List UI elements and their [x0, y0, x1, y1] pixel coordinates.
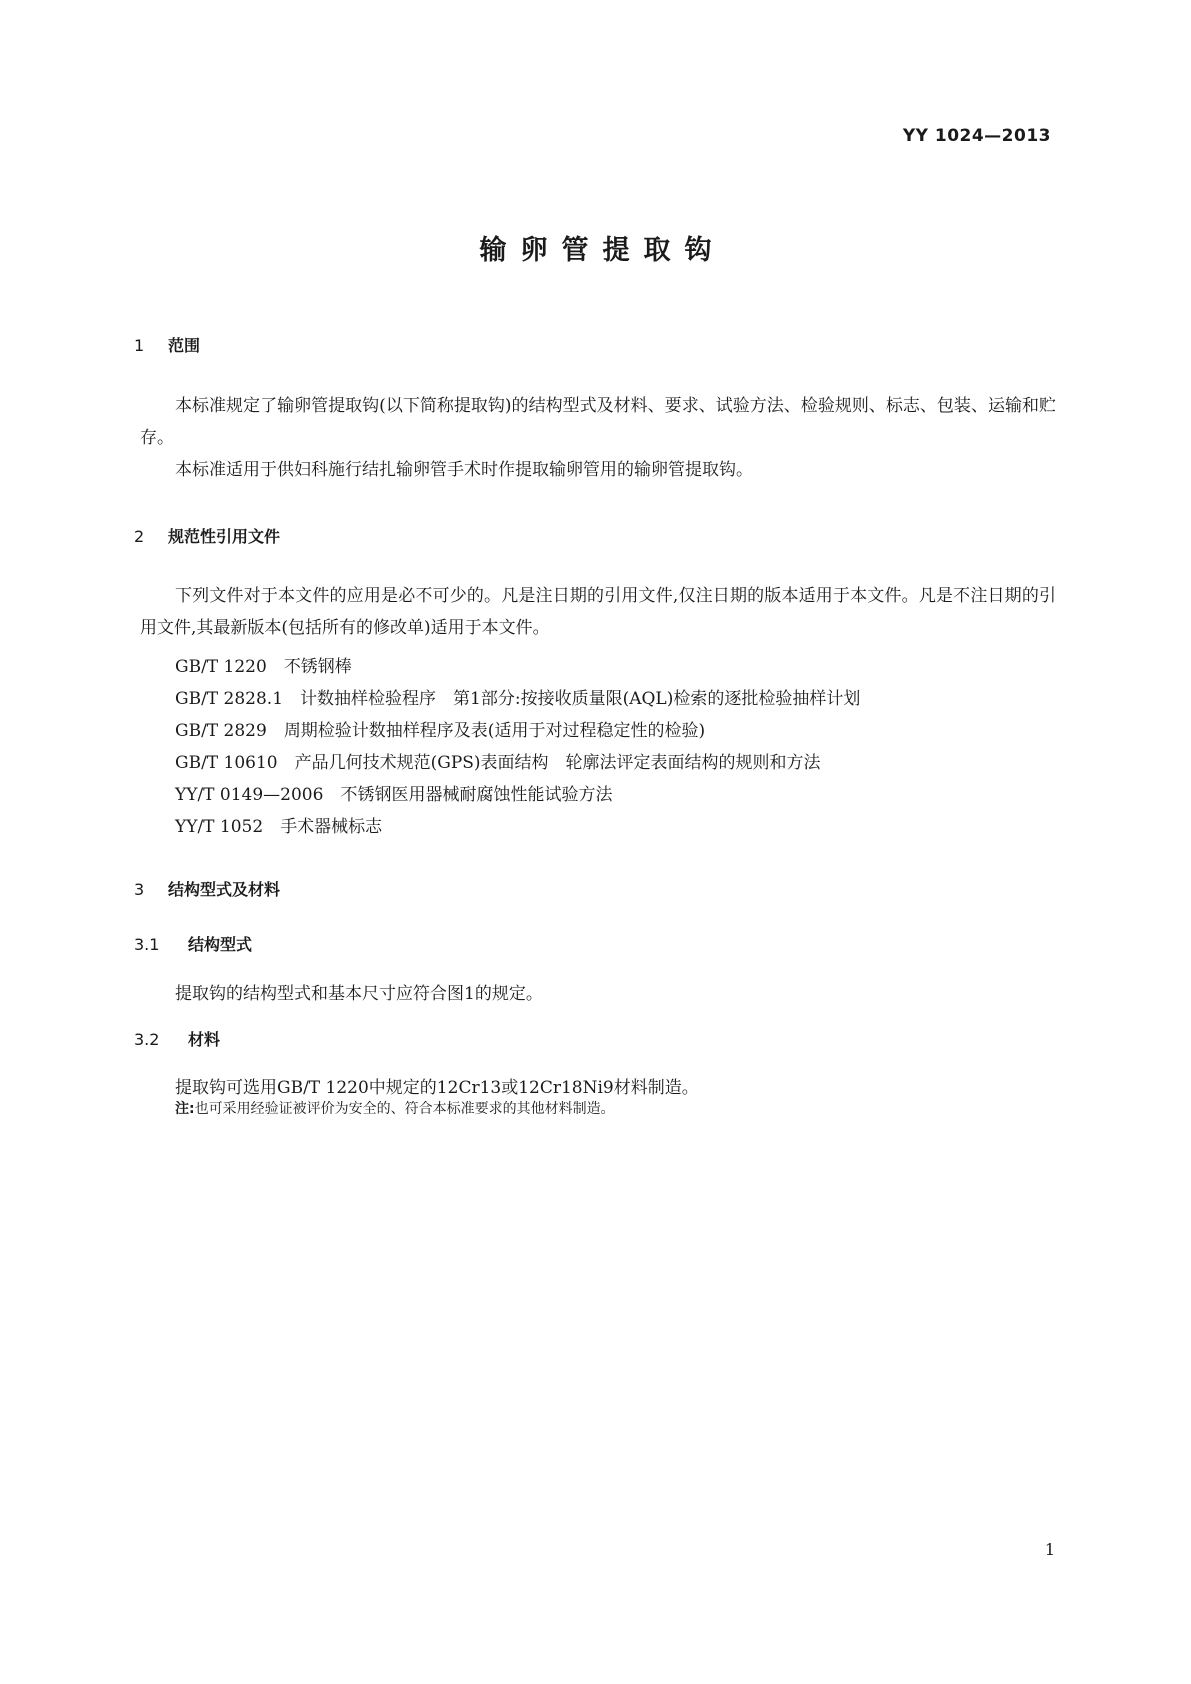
- reference-title: 计数抽样检验程序 第1部分:按接收质量限(AQL)检索的逐批检验抽样计划: [300, 689, 861, 709]
- section-number: 3: [134, 880, 145, 899]
- section-3-1-heading: [134, 932, 252, 955]
- section-number: 3.2: [134, 1030, 160, 1049]
- note: [175, 1098, 615, 1118]
- reference-item: [175, 748, 821, 773]
- section-2-paragraph-1: 下列文件对于本文件的应用是必不可少的。凡是注日期的引用文件,仅注日期的版本适用于本文件。凡是不注日期的引用文件,其最新版本(包括所有的修改单)适用于本文件。: [140, 586, 1056, 638]
- section-number: 2: [134, 527, 145, 546]
- reference-code: GB/T 10610: [175, 753, 278, 773]
- reference-code: GB/T 2829: [175, 721, 267, 741]
- note-label: 注:: [175, 1101, 195, 1117]
- section-title: 结构型式及材料: [168, 880, 281, 899]
- page-number: 1: [1044, 1540, 1055, 1559]
- section-3-heading: [134, 877, 280, 900]
- reference-item: [175, 684, 860, 709]
- reference-item: [175, 652, 352, 677]
- reference-title: 手术器械标志: [280, 817, 383, 837]
- document-title: 输卵管提取钩: [479, 235, 726, 266]
- section-1-paragraph-2: 本标准适用于供妇科施行结扎输卵管手术时作提取输卵管用的输卵管提取钩。: [175, 460, 753, 480]
- reference-code: GB/T 1220: [175, 657, 267, 677]
- section-3-2-heading: [134, 1027, 220, 1050]
- reference-title: 不锈钢医用器械耐腐蚀性能试验方法: [340, 785, 613, 805]
- section-title: 范围: [168, 336, 201, 355]
- reference-title: 产品几何技术规范(GPS)表面结构 轮廓法评定表面结构的规则和方法: [294, 753, 821, 773]
- section-title: 规范性引用文件: [168, 527, 281, 546]
- section-title: 材料: [188, 1030, 221, 1049]
- section-3-1-paragraph: 提取钩的结构型式和基本尺寸应符合图1的规定。: [175, 984, 543, 1004]
- section-number: 3.1: [134, 935, 160, 954]
- reference-code: GB/T 2828.1: [175, 689, 284, 709]
- reference-code: YY/T 1052: [175, 817, 264, 837]
- reference-title: 周期检验计数抽样程序及表(适用于对过程稳定性的检验): [283, 721, 706, 741]
- note-text: 也可采用经验证被评价为安全的、符合本标准要求的其他材料制造。: [194, 1101, 615, 1117]
- section-title: 结构型式: [188, 935, 253, 954]
- section-1-heading: [134, 333, 200, 356]
- section-3-2-paragraph: 提取钩可选用GB/T 1220中规定的12Cr13或12Cr18Ni9材料制造。: [175, 1078, 699, 1098]
- standard-code: YY 1024—2013: [902, 126, 1051, 146]
- reference-item: [175, 716, 705, 741]
- reference-item: [175, 812, 382, 837]
- section-2-heading: [134, 524, 280, 547]
- section-1-paragraph-1: 本标准规定了输卵管提取钩(以下简称提取钩)的结构型式及材料、要求、试验方法、检验规则、标志、包装、运输和贮存。: [140, 396, 1056, 448]
- reference-item: [175, 780, 612, 805]
- reference-title: 不锈钢棒: [283, 657, 352, 677]
- reference-code: YY/T 0149—2006: [175, 785, 324, 805]
- section-number: 1: [134, 336, 145, 355]
